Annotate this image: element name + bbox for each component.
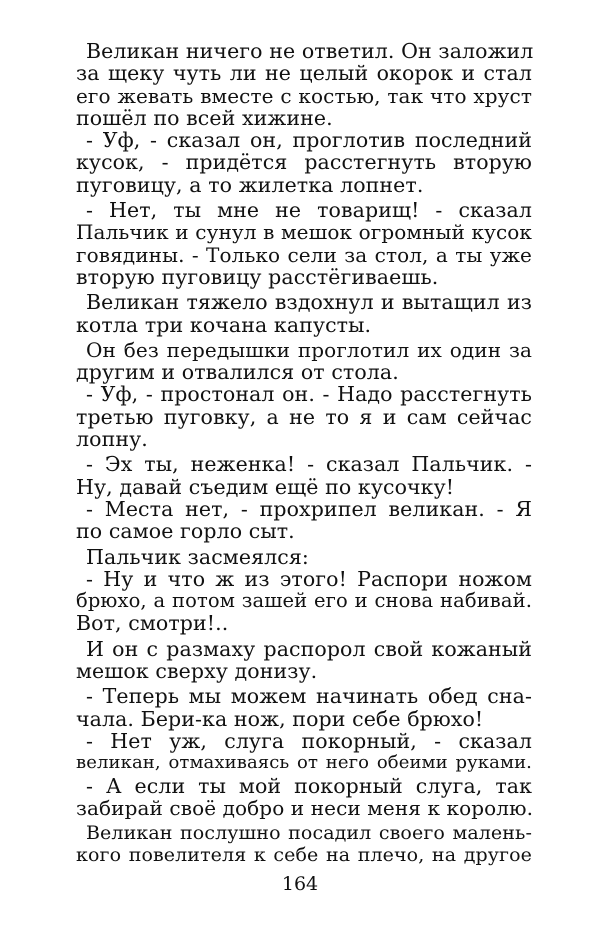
text-line: - Места нет, - прохрипел великан. - Я — [86, 496, 532, 521]
text-line: другим и отвалился от стола. — [76, 360, 399, 385]
text-line: третью пуговку, а не то я и сам сейчас — [76, 404, 532, 429]
text-line: - Нет уж, слуга покорный, - сказал — [86, 728, 532, 753]
text-line: Великан тяжело вздохнул и вытащил из — [86, 290, 532, 315]
body-text — [76, 40, 532, 867]
text-line: лопну. — [76, 427, 148, 452]
text-line: Вот, смотри!.. — [76, 611, 229, 636]
text-line: - Ну и что ж из этого! Распори ножом — [86, 566, 532, 591]
text-line: - А если ты мой покорный слуга, так — [86, 773, 532, 798]
text-line: брюхо, а потом зашей его и снова набивай. — [76, 589, 532, 613]
text-line: кого повелителя к себе на плечо, на другое — [76, 844, 532, 867]
text-line: И он с размаху распорол свой кожаный — [86, 636, 532, 661]
page-number: 164 — [281, 873, 319, 895]
text-line: - Эх ты, неженка! - сказал Пальчик. - — [86, 452, 532, 477]
text-line: Пальчик засмеялся: — [86, 544, 309, 569]
text-line: Он без передышки проглотил их один за — [86, 337, 532, 362]
text-line: великан, отмахиваясь от него обеими руками. — [76, 752, 532, 774]
text-line: Великан ничего не ответил. Он заложил — [86, 39, 534, 63]
text-line: - Уф, - простонал он. - Надо расстегнуть — [86, 382, 532, 407]
text-line: чала. Бери-ка нож, пори себе брюхо! — [76, 706, 484, 731]
text-line: Великан послушно посадил своего малень- — [86, 822, 532, 845]
text-line: его жевать вместе с костью, так что хруст — [76, 83, 532, 108]
text-line: вторую пуговицу расстёгиваешь. — [76, 264, 439, 289]
text-line: забирай своё добро и неси меня к королю. — [76, 795, 534, 820]
text-line: мешок сверху донизу. — [76, 659, 318, 684]
text-line: за щеку чуть ли не целый окорок и стал — [76, 61, 532, 86]
text-line: по самое горло сыт. — [76, 519, 295, 544]
text-line: говядины. - Только сели за стол, а ты уже — [76, 242, 532, 267]
text-line: котла три кочана капусты. — [76, 312, 372, 337]
text-line: - Нет, ты мне не товарищ! - сказал — [86, 198, 532, 223]
text-line: пуговицу, а то жилетка лопнет. — [76, 172, 424, 197]
text-line: Ну, давай съедим ещё по кусочку! — [76, 474, 455, 499]
text-line: - Уф, - сказал он, проглотив последний — [86, 128, 532, 153]
text-line: - Теперь мы можем начинать обед сна- — [86, 684, 532, 709]
text-line: Пальчик и сунул в мешок огромный кусок — [76, 220, 532, 245]
text-line: пошёл по всей хижине. — [76, 105, 333, 130]
text-line: кусок, - придётся расстегнуть вторую — [76, 150, 532, 175]
